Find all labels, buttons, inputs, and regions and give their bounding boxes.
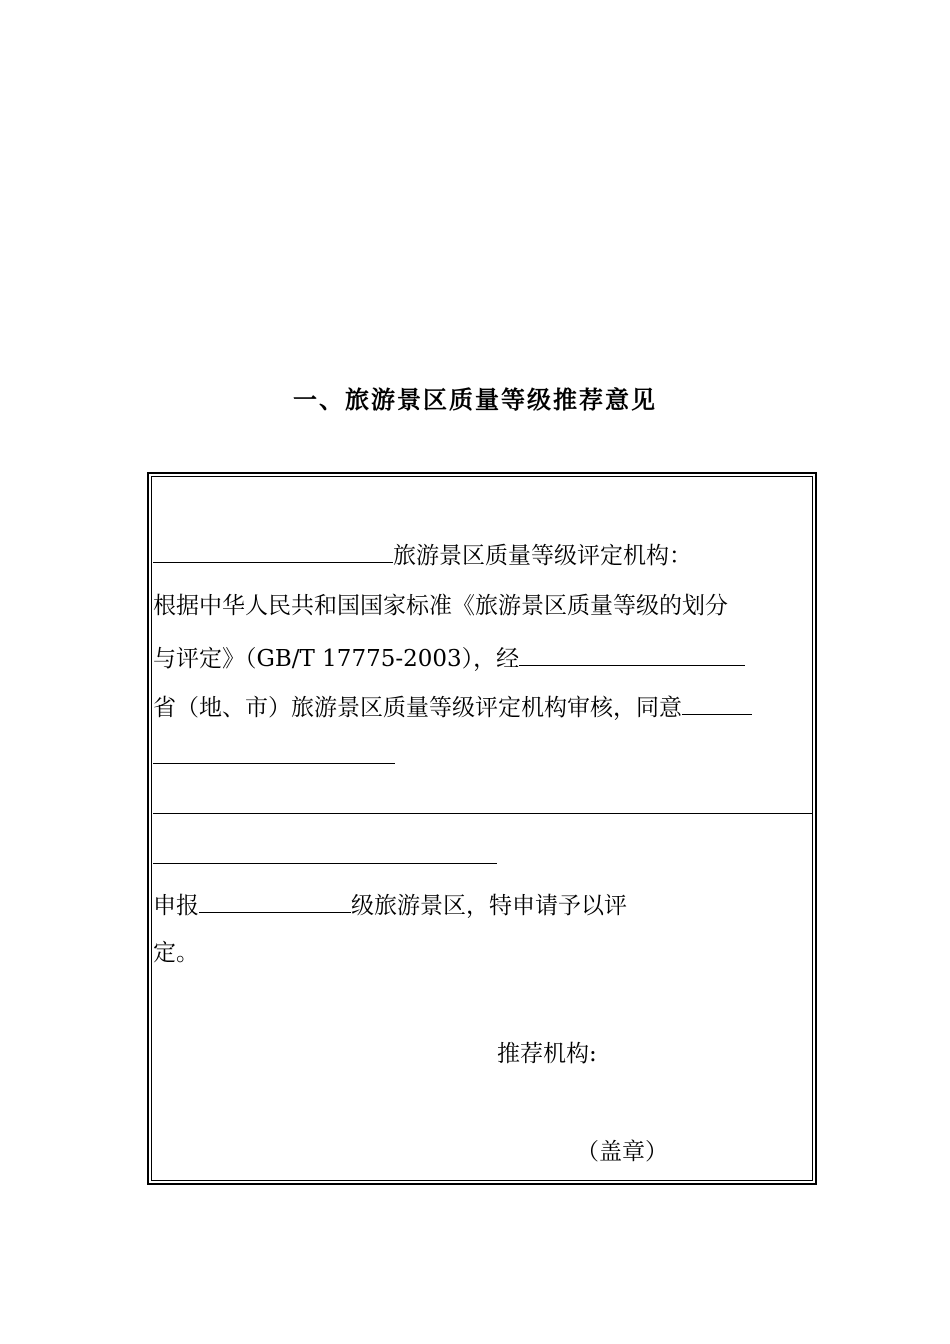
line-standard-code	[153, 641, 745, 674]
apply-label: 申报	[153, 893, 199, 919]
line-standard-reference: 根据中华人民共和国国家标准《旅游景区质量等级的划分	[153, 593, 728, 619]
review-approval-text: 省（地、市）旅游景区质量等级评定机构审核，同意	[153, 695, 682, 721]
blank-scenic-area-name-cont[interactable]	[153, 763, 395, 764]
form-frame-inner	[151, 476, 813, 1181]
seal-label: （盖章）	[576, 1139, 668, 1165]
blank-scenic-area-line-full[interactable]	[153, 813, 813, 814]
line-application-level	[153, 888, 627, 921]
blank-province-name[interactable]	[153, 538, 393, 563]
form-frame	[147, 472, 817, 1185]
recommender-label: 推荐机构:	[497, 1041, 597, 1067]
blank-scenic-area-line-end[interactable]	[153, 863, 497, 864]
blank-scenic-area-name-start[interactable]	[682, 690, 752, 715]
line-evaluation-end: 定。	[153, 940, 199, 966]
line-evaluation-agency	[153, 538, 692, 571]
page-title: 一、旅游景区质量等级推荐意见	[293, 385, 657, 414]
standard-code-text: 与评定》（GB/T 17775-2003），经	[153, 646, 520, 672]
evaluation-agency-label: 旅游景区质量等级评定机构：	[393, 543, 692, 569]
line-review-approval	[153, 690, 752, 723]
blank-reviewing-province[interactable]	[519, 641, 745, 666]
blank-level[interactable]	[199, 888, 351, 913]
apply-level-text: 级旅游景区，特申请予以评	[351, 893, 627, 919]
